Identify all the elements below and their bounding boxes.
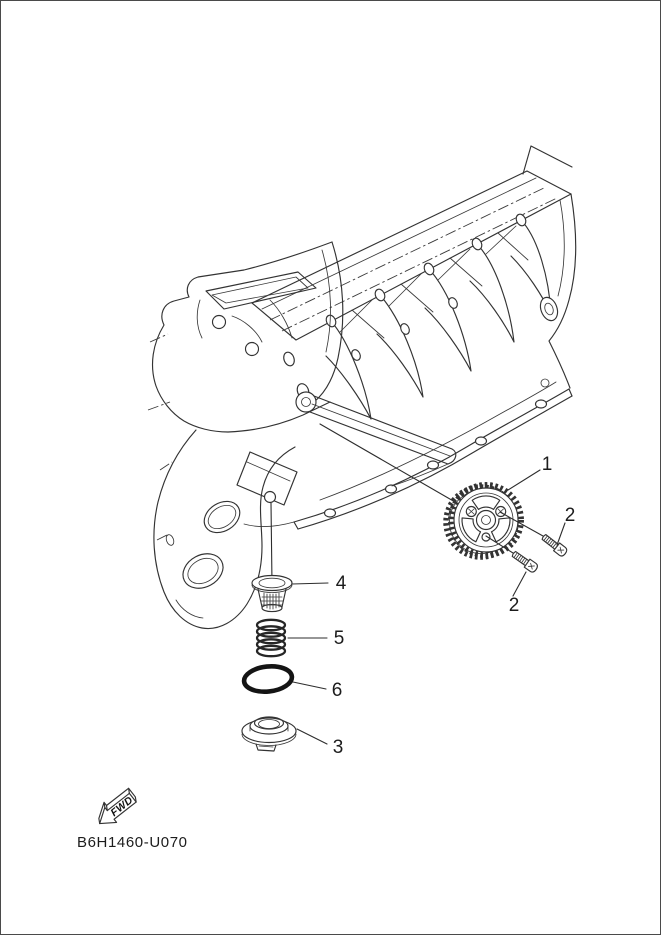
crankcase-lower-arm bbox=[154, 430, 295, 629]
oil-pump-gear-drawing bbox=[446, 485, 521, 557]
case-to-strainer-leader bbox=[271, 503, 272, 584]
callout-4-leader bbox=[292, 583, 328, 584]
cooling-fins bbox=[324, 213, 551, 419]
fwd-arrow bbox=[91, 785, 141, 831]
fwd-arrow-label: FWD bbox=[108, 794, 136, 820]
callout-3-leader bbox=[297, 729, 327, 744]
gear-bolt-hole bbox=[482, 533, 490, 541]
mount-boss-and-bar bbox=[296, 392, 456, 486]
callout-2-lower-leader bbox=[513, 572, 526, 596]
page-border bbox=[1, 1, 661, 935]
callout-5-label: 5 bbox=[333, 628, 345, 649]
crankcase-top-notch bbox=[523, 146, 572, 174]
crankcase-right-edge bbox=[537, 194, 575, 388]
callout-6-leader bbox=[293, 682, 326, 689]
callout-2-lower-label: 2 bbox=[508, 595, 520, 616]
callout-1-leader bbox=[508, 470, 540, 490]
callout-6-label: 6 bbox=[331, 680, 343, 701]
callout-1-label: 1 bbox=[541, 454, 553, 475]
callout-4-label: 4 bbox=[335, 573, 347, 594]
callout-2-upper-leader bbox=[557, 523, 565, 545]
callout-3-label: 3 bbox=[332, 737, 344, 758]
o-ring-drawing bbox=[243, 664, 293, 694]
callout-2-upper-label: 2 bbox=[564, 505, 576, 526]
strainer-pocket bbox=[237, 452, 297, 505]
strainer-cap-drawing bbox=[242, 717, 296, 751]
screw-lower-drawing bbox=[511, 550, 539, 574]
oil-strainer-drawing bbox=[252, 576, 292, 612]
screw-upper-drawing bbox=[540, 533, 568, 558]
gasket-flange bbox=[244, 379, 572, 529]
case-to-gear-leader bbox=[320, 424, 462, 506]
part-code: B6H1460-U070 bbox=[77, 834, 188, 851]
spring-drawing bbox=[257, 620, 285, 656]
crankcase-drawing bbox=[148, 146, 576, 629]
leader-lines bbox=[271, 424, 565, 744]
